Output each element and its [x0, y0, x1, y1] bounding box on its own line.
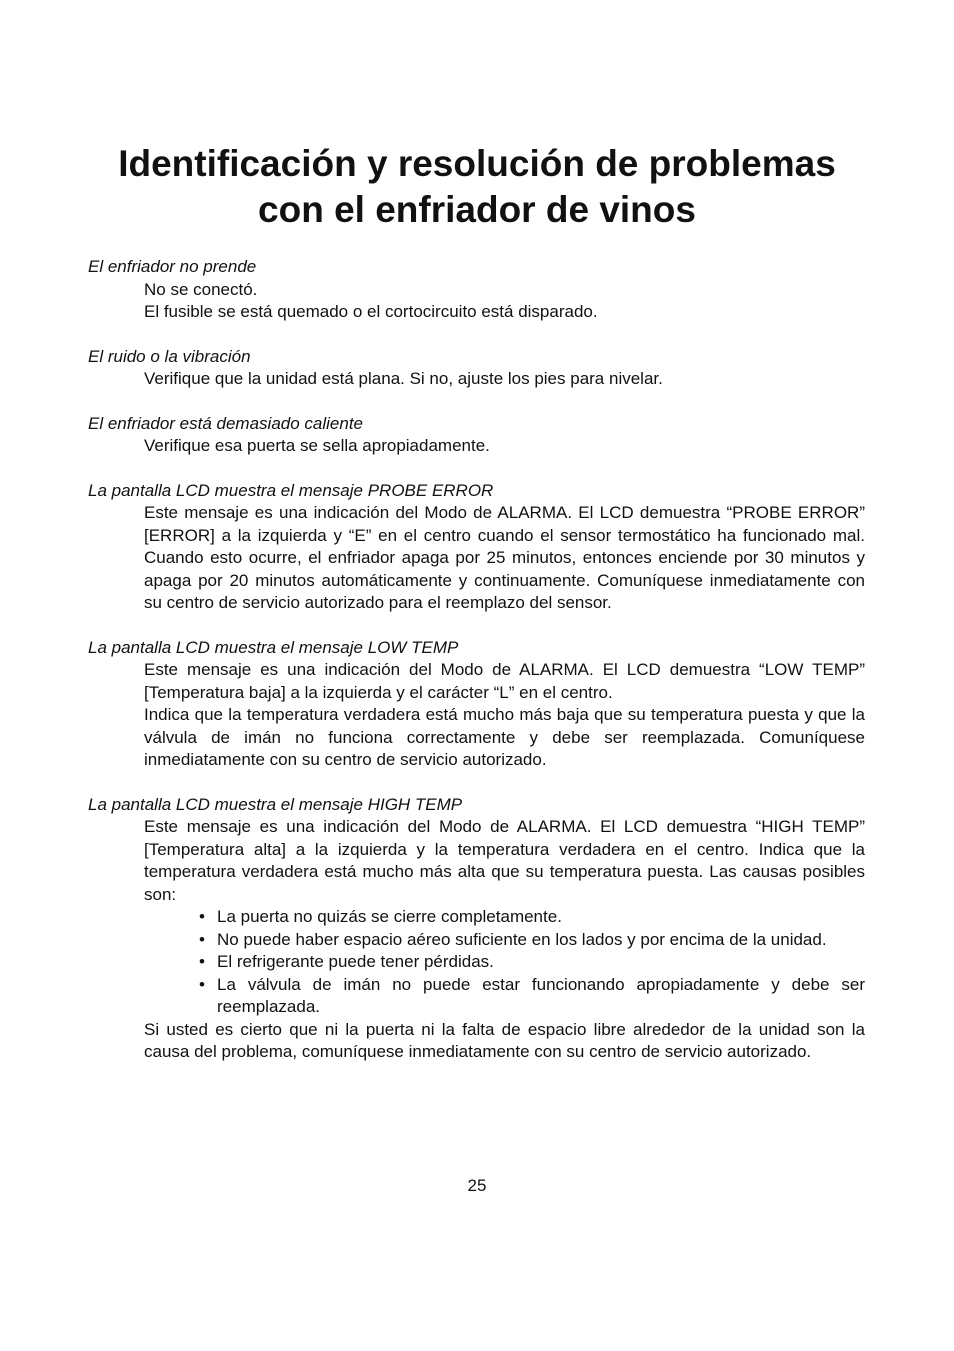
- page-title: [60, 141, 894, 233]
- list-item: [199, 974, 865, 1019]
- section-heading: La pantalla LCD muestra el mensaje PROBE ERROR: [88, 480, 494, 500]
- section-paragraph: Este mensaje es una indicación del Modo de ALARMA. El LCD demuestra “LOW TEMP” [Temperatura baja] a la izquierda y el carácter “L” en el centro.: [144, 660, 865, 702]
- section-paragraph: Indica que la temperatura verdadera está mucho más baja que su temperatura puesta y que la válvula de imán no funciona correctamente y debe ser reemplazada. Comuníquese inmediatamente con su centro de servicio autorizado.: [144, 705, 865, 769]
- section-body: [144, 279, 865, 324]
- bullet-icon: •: [199, 952, 205, 971]
- list-item: [199, 951, 865, 974]
- list-item-text: El refrigerante puede tener pérdidas.: [217, 952, 494, 971]
- section-high-temp: [88, 794, 865, 1064]
- section-low-temp: [88, 637, 865, 772]
- section-heading: La pantalla LCD muestra el mensaje LOW TEMP: [88, 637, 459, 657]
- list-item: [199, 906, 865, 929]
- page-title-line-1: Identificación y resolución de problemas: [118, 143, 836, 184]
- section-probe-error: [88, 480, 865, 615]
- section-closing-paragraph: Si usted es cierto que ni la puerta ni la falta de espacio libre alrededor de la unidad son la causa del problema, comuníquese inmediatamente con su centro de servicio autorizado.: [144, 1019, 865, 1061]
- section-body: [144, 659, 865, 772]
- section-noise-vibration: [88, 346, 865, 391]
- page-title-line-2: con el enfriador de vinos: [258, 189, 696, 230]
- bullet-icon: •: [199, 974, 205, 994]
- section-body: [144, 502, 865, 615]
- troubleshooting-content: [88, 256, 865, 1086]
- section-body: [144, 368, 865, 391]
- list-item-text: La válvula de imán no puede estar funcionando apropiadamente y debe ser reemplazada.: [217, 974, 865, 1016]
- list-item-text: La puerta no quizás se cierre completamente.: [217, 907, 562, 926]
- section-body: [144, 816, 865, 1064]
- section-heading: El enfriador no prende: [88, 257, 257, 276]
- section-heading: La pantalla LCD muestra el mensaje HIGH TEMP: [88, 794, 463, 814]
- causes-list: [144, 906, 865, 1019]
- list-item-text: No puede haber espacio aéreo suficiente en los lados y por encima de la unidad.: [217, 929, 827, 949]
- bullet-icon: •: [199, 929, 205, 949]
- section-paragraph: Este mensaje es una indicación del Modo de ALARMA. El LCD demuestra “PROBE ERROR” [ERROR] a la izquierda y “E” en el centro cuando el sensor termostático ha funcionado mal. Cuando esto ocurre, el enfriador apaga por 25 minutos, entonces enciende por 30 minutos y apaga por 20 minutos automáticamente y continuamente. Comuníquese inmediatamente con su centro de servicio autorizado para el reemplazo del sensor.: [144, 503, 865, 612]
- section-heading: El enfriador está demasiado caliente: [88, 413, 363, 433]
- section-line: Verifique esa puerta se sella apropiadamente.: [144, 436, 490, 455]
- section-line: El fusible se está quemado o el cortocircuito está disparado.: [144, 302, 598, 321]
- section-heading: El ruido o la vibración: [88, 346, 251, 366]
- bullet-icon: •: [199, 907, 205, 926]
- section-no-power: [88, 256, 865, 324]
- section-body: [144, 435, 865, 458]
- section-line: Verifique que la unidad está plana. Si no, ajuste los pies para nivelar.: [144, 369, 663, 388]
- page-number: 25: [467, 1176, 487, 1195]
- section-line: No se conectó.: [144, 279, 258, 299]
- section-paragraph: Este mensaje es una indicación del Modo de ALARMA. El LCD demuestra “HIGH TEMP” [Temperatura alta] a la izquierda y la temperatura verdadera en el centro. Indica que la temperatura verdadera está mucho más alta que su temperatura puesta. Las causas posibles son:: [144, 817, 865, 904]
- list-item: [199, 929, 865, 952]
- section-too-warm: [88, 413, 865, 458]
